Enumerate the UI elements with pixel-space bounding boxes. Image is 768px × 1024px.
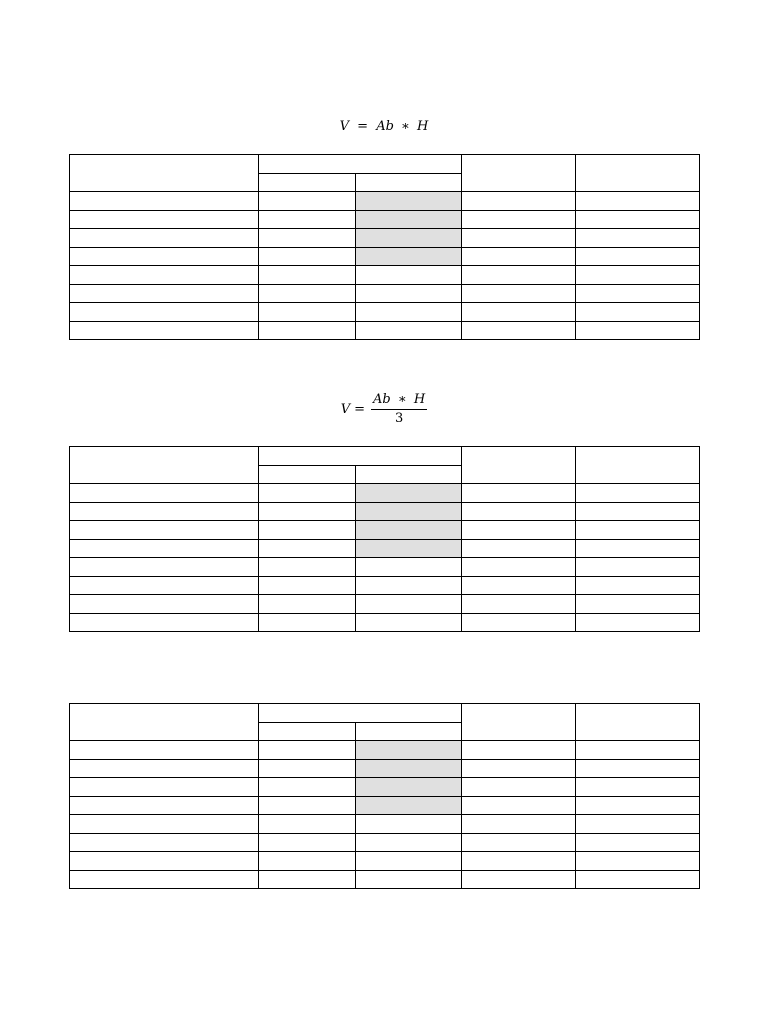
formula-volume-symbol: V bbox=[340, 401, 351, 417]
table-row bbox=[70, 796, 700, 815]
shaded-cell[interactable] bbox=[356, 502, 462, 521]
table-cell[interactable] bbox=[356, 833, 462, 852]
prism-volume-formula bbox=[0, 119, 768, 134]
table-cell[interactable] bbox=[259, 778, 356, 797]
table-cell[interactable] bbox=[259, 741, 356, 760]
table-cell[interactable] bbox=[356, 558, 462, 577]
table-cell[interactable] bbox=[70, 870, 259, 889]
table-cell[interactable] bbox=[576, 484, 700, 503]
table-cell[interactable] bbox=[462, 210, 576, 229]
table-cell[interactable] bbox=[576, 558, 700, 577]
table-cell[interactable] bbox=[462, 870, 576, 889]
header-group-cell[interactable] bbox=[259, 447, 462, 466]
table-cell[interactable] bbox=[259, 558, 356, 577]
table-cell[interactable] bbox=[259, 266, 356, 285]
shaded-cell[interactable] bbox=[356, 484, 462, 503]
table-cell[interactable] bbox=[462, 796, 576, 815]
table-cell[interactable] bbox=[70, 613, 259, 632]
table-row bbox=[70, 778, 700, 797]
table-cell[interactable] bbox=[259, 613, 356, 632]
table-cell[interactable] bbox=[70, 778, 259, 797]
header-cell[interactable] bbox=[576, 704, 700, 741]
table-cell[interactable] bbox=[259, 321, 356, 340]
formula-equals-sign: = bbox=[357, 119, 369, 134]
table-row bbox=[70, 613, 700, 632]
table-row bbox=[70, 266, 700, 285]
table-cell[interactable] bbox=[576, 595, 700, 614]
header-cell[interactable] bbox=[70, 704, 259, 741]
table-cell[interactable] bbox=[70, 303, 259, 322]
table-cell[interactable] bbox=[259, 303, 356, 322]
table-cell[interactable] bbox=[259, 229, 356, 248]
table-row bbox=[70, 303, 700, 322]
table-cell[interactable] bbox=[576, 613, 700, 632]
table-cell[interactable] bbox=[259, 210, 356, 229]
table-cell[interactable] bbox=[462, 539, 576, 558]
data-table-2 bbox=[69, 446, 700, 632]
header-group-cell[interactable] bbox=[259, 155, 462, 174]
table-header-row bbox=[70, 704, 700, 723]
table-cell[interactable] bbox=[462, 247, 576, 266]
table-cell[interactable] bbox=[462, 613, 576, 632]
table-cell[interactable] bbox=[576, 778, 700, 797]
table-cell[interactable] bbox=[70, 576, 259, 595]
header-cell[interactable] bbox=[462, 155, 576, 192]
table-cell[interactable] bbox=[576, 284, 700, 303]
header-group-cell[interactable] bbox=[259, 704, 462, 723]
table-row bbox=[70, 484, 700, 503]
table-cell[interactable] bbox=[462, 229, 576, 248]
table-cell[interactable] bbox=[462, 852, 576, 871]
table-cell[interactable] bbox=[576, 539, 700, 558]
pyramid-volume-formula bbox=[0, 392, 768, 432]
table-cell[interactable] bbox=[462, 815, 576, 834]
table-cell[interactable] bbox=[356, 266, 462, 285]
table-cell[interactable] bbox=[70, 502, 259, 521]
table-header-row bbox=[70, 447, 700, 466]
table-cell[interactable] bbox=[462, 759, 576, 778]
table-cell[interactable] bbox=[576, 796, 700, 815]
table-cell[interactable] bbox=[70, 595, 259, 614]
table-cell[interactable] bbox=[70, 815, 259, 834]
table-cell[interactable] bbox=[576, 229, 700, 248]
table-cell[interactable] bbox=[356, 595, 462, 614]
table-cell[interactable] bbox=[259, 521, 356, 540]
table-cell[interactable] bbox=[259, 247, 356, 266]
table-cell[interactable] bbox=[70, 192, 259, 211]
table-cell[interactable] bbox=[576, 833, 700, 852]
table-cell[interactable] bbox=[462, 321, 576, 340]
subheader-cell[interactable] bbox=[259, 722, 356, 741]
table-cell[interactable] bbox=[70, 759, 259, 778]
table-cell[interactable] bbox=[70, 852, 259, 871]
subheader-cell[interactable] bbox=[356, 722, 462, 741]
subheader-cell[interactable] bbox=[356, 173, 462, 192]
table-row bbox=[70, 833, 700, 852]
table-cell[interactable] bbox=[462, 266, 576, 285]
table-cell[interactable] bbox=[259, 595, 356, 614]
table-cell[interactable] bbox=[259, 815, 356, 834]
table-cell[interactable] bbox=[356, 852, 462, 871]
shaded-cell[interactable] bbox=[356, 741, 462, 760]
table-cell[interactable] bbox=[70, 833, 259, 852]
table-cell[interactable] bbox=[462, 833, 576, 852]
shaded-cell[interactable] bbox=[356, 521, 462, 540]
table-cell[interactable] bbox=[576, 521, 700, 540]
shaded-cell[interactable] bbox=[356, 759, 462, 778]
header-cell[interactable] bbox=[70, 155, 259, 192]
table-row bbox=[70, 284, 700, 303]
shaded-cell[interactable] bbox=[356, 778, 462, 797]
subheader-cell[interactable] bbox=[259, 465, 356, 484]
table-cell[interactable] bbox=[259, 833, 356, 852]
table-cell[interactable] bbox=[259, 870, 356, 889]
formula-multiply-sign: ∗ bbox=[397, 392, 407, 407]
table-cell[interactable] bbox=[259, 484, 356, 503]
table-cell[interactable] bbox=[576, 759, 700, 778]
table-cell[interactable] bbox=[70, 484, 259, 503]
table-cell[interactable] bbox=[576, 210, 700, 229]
table-cell[interactable] bbox=[576, 815, 700, 834]
table-row bbox=[70, 852, 700, 871]
formula-fraction bbox=[371, 392, 427, 426]
table-cell[interactable] bbox=[576, 502, 700, 521]
table-cell[interactable] bbox=[356, 321, 462, 340]
table-cell[interactable] bbox=[576, 852, 700, 871]
formula-height-symbol: H bbox=[413, 392, 426, 407]
table-row bbox=[70, 521, 700, 540]
table-cell[interactable] bbox=[70, 558, 259, 577]
table-cell[interactable] bbox=[462, 558, 576, 577]
table-cell[interactable] bbox=[356, 284, 462, 303]
table-row bbox=[70, 539, 700, 558]
table-cell[interactable] bbox=[259, 796, 356, 815]
table-cell[interactable] bbox=[462, 521, 576, 540]
table-cell[interactable] bbox=[576, 321, 700, 340]
header-cell[interactable] bbox=[70, 447, 259, 484]
table-cell[interactable] bbox=[576, 192, 700, 211]
table-cell[interactable] bbox=[576, 266, 700, 285]
formula-base-area-symbol: Ab bbox=[373, 392, 391, 407]
table-cell[interactable] bbox=[462, 502, 576, 521]
table-cell[interactable] bbox=[70, 284, 259, 303]
formula-numerator bbox=[371, 392, 427, 410]
table-row bbox=[70, 192, 700, 211]
table-cell[interactable] bbox=[70, 521, 259, 540]
table-row bbox=[70, 558, 700, 577]
shaded-cell[interactable] bbox=[356, 539, 462, 558]
table-cell[interactable] bbox=[462, 576, 576, 595]
shaded-cell[interactable] bbox=[356, 796, 462, 815]
table-row bbox=[70, 870, 700, 889]
shaded-cell[interactable] bbox=[356, 229, 462, 248]
formula-layout bbox=[341, 392, 427, 426]
table-row bbox=[70, 321, 700, 340]
table-cell[interactable] bbox=[462, 192, 576, 211]
data-table-1 bbox=[69, 154, 700, 340]
table-cell[interactable] bbox=[259, 192, 356, 211]
header-cell[interactable] bbox=[576, 155, 700, 192]
header-cell[interactable] bbox=[462, 704, 576, 741]
formula-base-area-symbol: Ab bbox=[376, 119, 394, 134]
table-cell[interactable] bbox=[576, 303, 700, 322]
formula-equals-sign: = bbox=[354, 401, 366, 417]
table-row bbox=[70, 502, 700, 521]
table-row bbox=[70, 741, 700, 760]
table-row bbox=[70, 229, 700, 248]
table-row bbox=[70, 576, 700, 595]
subheader-cell[interactable] bbox=[259, 173, 356, 192]
data-table-3 bbox=[69, 703, 700, 889]
table-row bbox=[70, 595, 700, 614]
formula-height-symbol: H bbox=[417, 119, 429, 134]
formula-multiply-sign: ∗ bbox=[401, 119, 410, 134]
table-cell[interactable] bbox=[462, 741, 576, 760]
table-cell[interactable] bbox=[462, 778, 576, 797]
table-cell[interactable] bbox=[259, 852, 356, 871]
table-cell[interactable] bbox=[462, 303, 576, 322]
table-cell[interactable] bbox=[70, 321, 259, 340]
table-row bbox=[70, 210, 700, 229]
table-cell[interactable] bbox=[462, 284, 576, 303]
table-row bbox=[70, 815, 700, 834]
table-cell[interactable] bbox=[356, 815, 462, 834]
table-cell[interactable] bbox=[70, 796, 259, 815]
table-cell[interactable] bbox=[70, 266, 259, 285]
header-cell[interactable] bbox=[462, 447, 576, 484]
table-row bbox=[70, 247, 700, 266]
table-cell[interactable] bbox=[576, 247, 700, 266]
table-header-row bbox=[70, 155, 700, 174]
table-cell[interactable] bbox=[462, 484, 576, 503]
table-cell[interactable] bbox=[259, 759, 356, 778]
table-cell[interactable] bbox=[70, 539, 259, 558]
table-cell[interactable] bbox=[356, 613, 462, 632]
shaded-cell[interactable] bbox=[356, 192, 462, 211]
table-cell[interactable] bbox=[576, 741, 700, 760]
table-cell[interactable] bbox=[259, 576, 356, 595]
table-cell[interactable] bbox=[259, 539, 356, 558]
table-cell[interactable] bbox=[70, 247, 259, 266]
table-cell[interactable] bbox=[70, 229, 259, 248]
table-cell[interactable] bbox=[259, 284, 356, 303]
formula-denominator: 3 bbox=[395, 411, 404, 426]
table-cell[interactable] bbox=[356, 576, 462, 595]
table-row bbox=[70, 759, 700, 778]
header-cell[interactable] bbox=[576, 447, 700, 484]
table-cell[interactable] bbox=[576, 870, 700, 889]
table-cell[interactable] bbox=[576, 576, 700, 595]
formula-volume-symbol: V bbox=[339, 119, 349, 134]
table-cell[interactable] bbox=[356, 870, 462, 889]
table-cell[interactable] bbox=[70, 741, 259, 760]
table-cell[interactable] bbox=[462, 595, 576, 614]
shaded-cell[interactable] bbox=[356, 210, 462, 229]
subheader-cell[interactable] bbox=[356, 465, 462, 484]
shaded-cell[interactable] bbox=[356, 247, 462, 266]
table-cell[interactable] bbox=[70, 210, 259, 229]
table-cell[interactable] bbox=[356, 303, 462, 322]
table-cell[interactable] bbox=[259, 502, 356, 521]
